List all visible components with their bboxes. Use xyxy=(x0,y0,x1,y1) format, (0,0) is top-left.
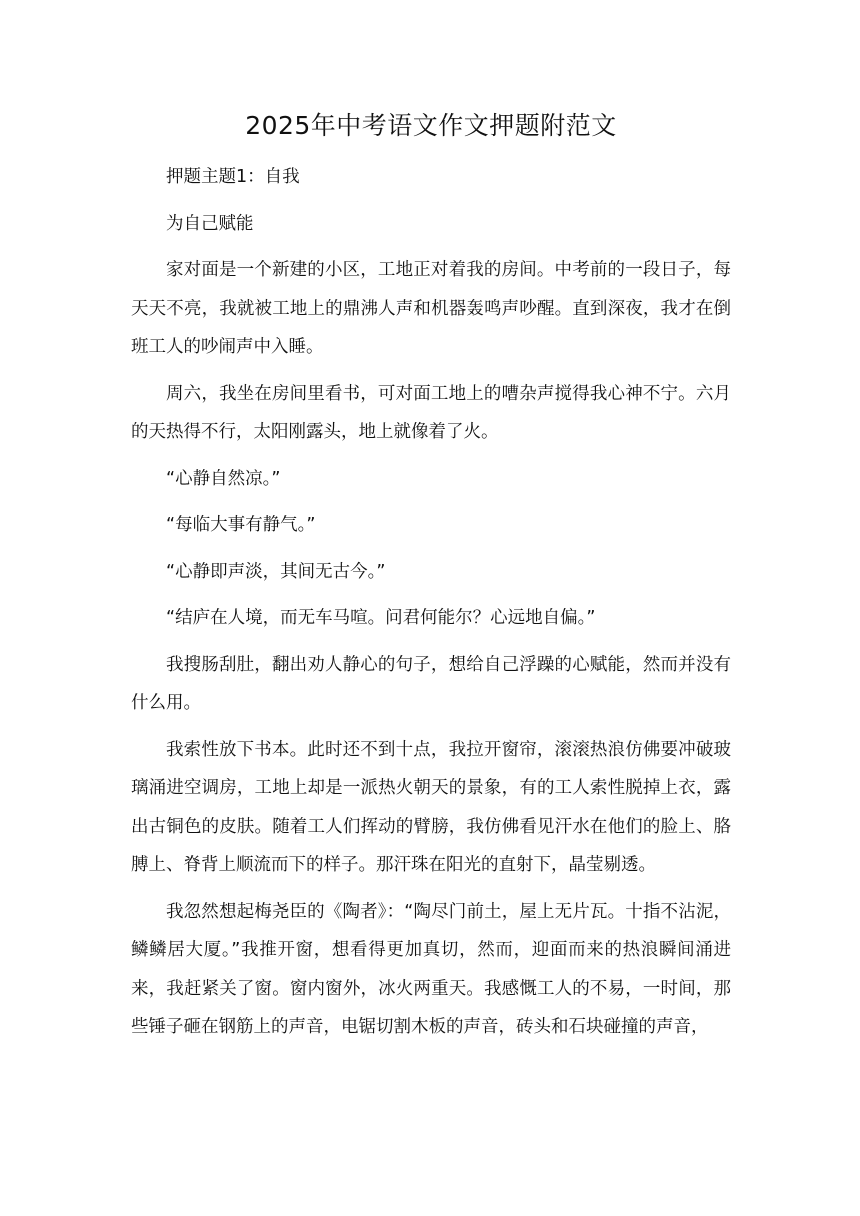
paragraph-topic: 押题主题1：自我 xyxy=(166,167,300,187)
paragraph-quote: “心静自然凉。” xyxy=(166,468,281,489)
paragraph-body: 周六，我坐在房间里看书，可对面工地上的嘈杂声搅得我心神不宁。六月的天热得不行，太阳刚露头，地上就像着了火。 xyxy=(131,383,731,442)
paragraph-quote: “心静即声淡，其间无古今。” xyxy=(166,561,386,582)
paragraph-body: 我索性放下书本。此时还不到十点，我拉开窗帘，滚滚热浪仿佛要冲破玻璃涌进空调房，工地上却是一派热火朝天的景象，有的工人索性脱掉上衣，露出古铜色的皮肤。随着工人们挥动的臂膀，我仿佛看见汗水在他们的脸上、胳膊上、脊背上顺流而下的样子。那汗珠在阳光的直射下，晶莹剔透。 xyxy=(131,739,731,875)
paragraph-body: 家对面是一个新建的小区，工地正对着我的房间。中考前的一段日子，每天天不亮，我就被工地上的鼎沸人声和机器轰鸣声吵醒。直到深夜，我才在倒班工人的吵闹声中入睡。 xyxy=(131,260,731,357)
paragraph-essay-title: 为自己赋能 xyxy=(166,213,254,234)
paragraph-quote: “每临大事有静气。” xyxy=(166,515,316,535)
paragraph-quote: “结庐在人境，而无车马喧。问君何能尔？心远地自偏。” xyxy=(166,608,596,628)
paragraph-body: 我忽然想起梅尧臣的《陶者》：“陶尽门前土，屋上无片瓦。十指不沾泥，鳞鳞居大厦。”我推开窗，想看得更加真切，然而，迎面而来的热浪瞬间涌进来，我赶紧关了窗。窗内窗外，冰火两重天。我感慨工人的不易，一时间，那些锤子砸在钢筋上的声音，电锯切割木板的声音，砖头和石块碰撞的声音， xyxy=(131,901,731,1037)
paragraph-body: 我搜肠刮肚，翻出劝人静心的句子，想给自己浮躁的心赋能，然而并没有什么用。 xyxy=(131,654,731,713)
document-title: 2025年中考语文作文押题附范文 xyxy=(245,111,617,140)
